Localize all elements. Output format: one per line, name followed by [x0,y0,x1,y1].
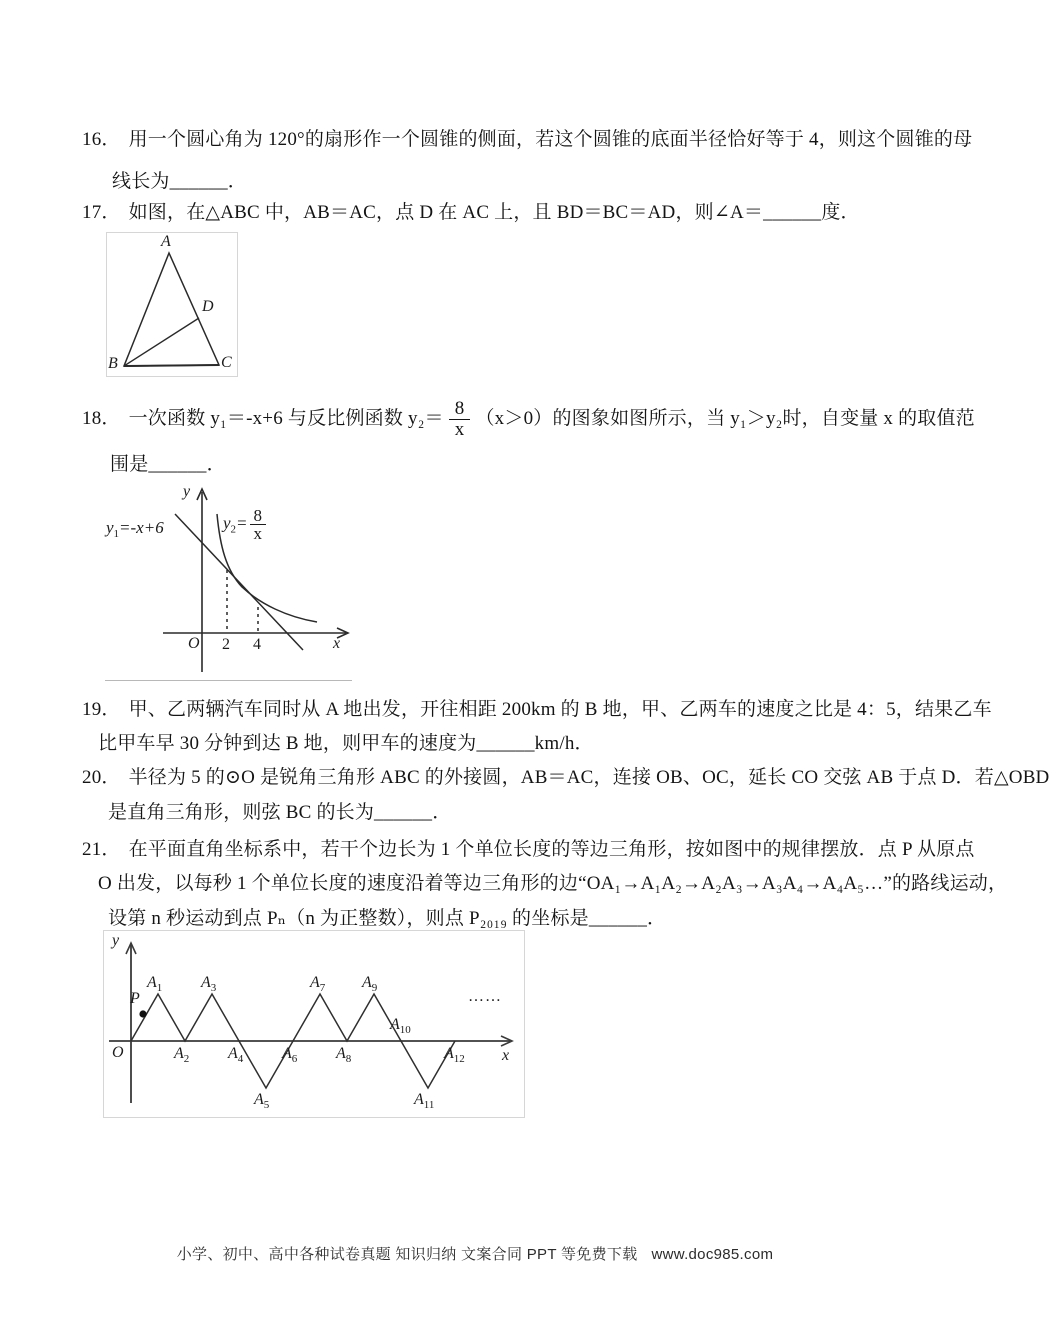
y-axis-label: y [112,932,120,949]
point-P-label: P [130,990,140,1007]
x-axis-label: x [333,635,341,652]
q20-text2: 是直角三角形，则弦 BC 的长为______． [108,802,452,823]
label-B: B [108,355,118,372]
footer [0,1243,950,1264]
q17-number: 17． [82,202,121,223]
label-D: D [202,298,214,315]
eq2-var: y [223,513,231,533]
q17-triangle-figure [106,232,238,377]
label-A6: $A_6$ [282,1045,298,1065]
q19-line2 [98,731,594,757]
q18-text1b: （x＞0）的图象如图所示，当 y₁＞y₂时，自变量 x 的取值范 [475,408,975,429]
q16-line2 [112,169,247,195]
q20-text1: 半径为 5 的⊙O 是锐角三角形 ABC 的外接圆，AB＝AC，连接 OB、OC，延长 CO 交弦 AB 于点 D．若△OBD [128,767,1049,788]
line-equation-label [106,519,164,540]
curve-frac-den: x [253,524,263,543]
zigzag-drawing [104,931,524,1117]
label-A8: $A_8$ [336,1045,352,1065]
label-A5: $A_5$ [254,1091,270,1111]
ellipsis-dots: …… [468,988,502,1005]
eq1-sub: 1 [113,528,120,540]
eq1-var: y [106,518,114,537]
q21-text2: O 出发，以每秒 1 个单位长度的速度沿着等边三角形的边“OA₁→A₁A₂→A₂A₃→A₃A₄→A₄A₅…”的路线运动， [98,873,1008,894]
q19-number: 19． [82,699,121,720]
q21-text1: 在平面直角坐标系中，若干个边长为 1 个单位长度的等边三角形，按如图中的规律摆放．点 P 从原点 [128,839,975,860]
fraction-denominator: x [454,419,465,441]
q20-number: 20． [82,767,121,788]
q18-line2 [110,452,226,478]
eq2-sub: 2 [230,523,237,536]
q21-text3: 设第 n 秒运动到点 Pₙ（n 为正整数），则点 P₂₀₁₉ 的坐标是______． [108,908,667,929]
label-A12: $A_{12}$ [444,1045,465,1065]
q18-text2: 围是______． [110,454,226,475]
y-axis-label: y [183,483,191,500]
tick-2: 2 [222,636,230,653]
q21-number: 21． [82,839,121,860]
tick-4: 4 [253,636,261,653]
q21-line1 [82,837,975,863]
label-A7: $A_7$ [310,974,326,994]
label-A3: $A_3$ [201,974,217,994]
q19-line1 [82,697,992,723]
triangle-drawing [107,233,237,376]
q16-text1: 用一个圆心角为 120°的扇形作一个圆锥的侧面，若这个圆锥的底面半径恰好等于 4，则这个圆锥的母 [128,129,973,150]
curve-fraction [250,507,267,542]
q18-text1a: 一次函数 y₁＝-x+6 与反比例函数 y₂＝ [128,408,444,429]
inline-fraction [449,399,471,440]
curve-equation-label [223,507,266,542]
q21-line3 [108,906,666,932]
x-axis-label: x [502,1047,510,1064]
eq2-rest: = [236,513,248,533]
q18-line1 [82,396,975,442]
label-A11: $A_{11}$ [414,1091,435,1111]
label-C: C [221,354,232,371]
origin-label: O [188,635,200,652]
q19-text1: 甲、乙两辆汽车同时从 A 地出发，开往相距 200km 的 B 地，甲、乙两车的速度之比是 4：5，结果乙车 [128,699,992,720]
label-A2: $A_2$ [174,1045,190,1065]
eq1-rest: =-x+6 [119,518,164,537]
curve-frac-num: 8 [250,507,267,525]
footer-url: www.doc985.com [651,1246,774,1263]
label-A9: $A_9$ [362,974,378,994]
footer-text: 小学、初中、高中各种试卷真题 知识归纳 文案合同 PPT 等免费下载 [176,1246,638,1263]
q16-number: 16． [82,129,121,150]
q16-line1 [82,127,972,153]
q18-number: 18． [82,408,121,429]
q17-line1 [82,200,860,226]
q19-text2: 比甲车早 30 分钟到达 B 地，则甲车的速度为______km/h． [98,733,594,754]
q17-text1: 如图，在△ABC 中，AB＝AC，点 D 在 AC 上，且 BD＝BC＝AD，则∠A＝______度． [128,202,860,223]
label-A10: $A_{10}$ [390,1016,411,1036]
label-A4: $A_4$ [228,1045,244,1065]
fraction-numerator: 8 [449,399,471,420]
q21-zigzag-figure [103,930,525,1118]
q20-line1 [82,765,1049,791]
q21-line2 [98,871,1007,897]
label-A: A [161,233,171,250]
q18-graph-figure [105,484,352,681]
q16-text2: 线长为______． [112,171,248,192]
q20-line2 [108,800,451,826]
label-A1: $A_1$ [147,974,163,994]
origin-label: O [112,1044,124,1061]
